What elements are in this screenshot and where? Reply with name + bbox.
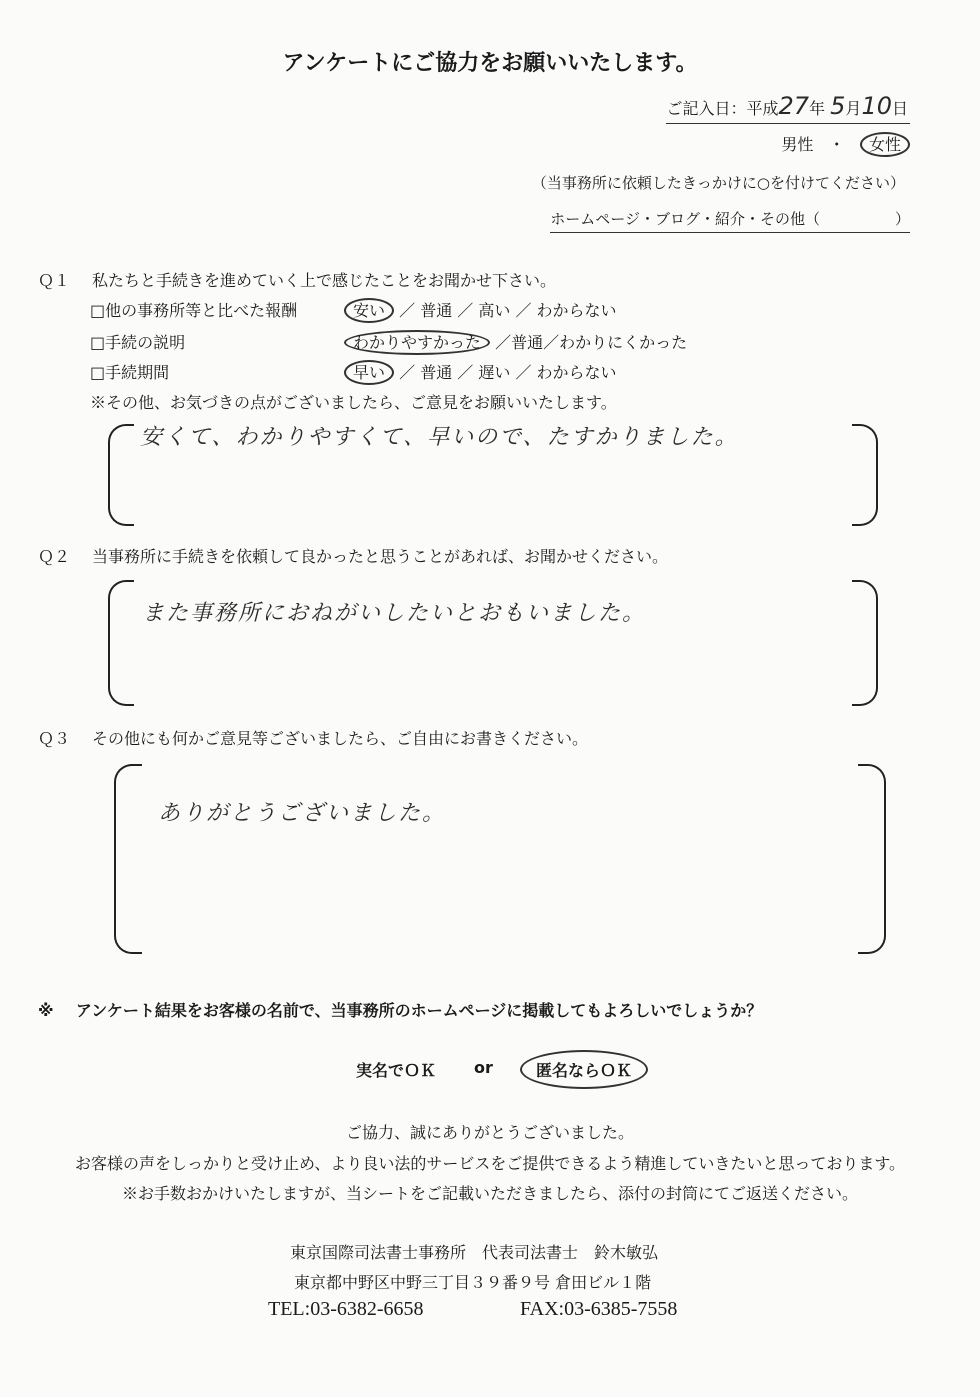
date-month: 5 [830, 92, 846, 120]
q3-number: Ｑ３ [38, 729, 71, 748]
gender-select [781, 132, 910, 155]
q1-item-fee-label: □他の事務所等と比べた報酬 [90, 301, 298, 320]
date-label: ご記入日：平成 [666, 99, 779, 118]
q2-handwritten-answer: また事務所におねがいしたいとおもいました。 [142, 601, 647, 626]
q3-bracket-right [858, 764, 886, 954]
entry-date [666, 92, 910, 124]
date-month-unit: 月 [845, 99, 862, 118]
q1-item-fee-options [344, 298, 617, 321]
closing-return-note: ※お手数おかけいたしますが、当シートをご記載いただきましたら、添付の封筒にてご返送ください。 [121, 1184, 858, 1203]
q1-fee-selected: 安い [344, 298, 394, 323]
q3-handwritten-answer: ありがとうございました。 [158, 801, 447, 826]
publish-question [38, 998, 762, 1021]
office-address: 東京都中野区中野三丁目３９番９号 倉田ビル１階 [294, 1273, 652, 1292]
office-name: 東京国際司法書士事務所 代表司法書士 鈴木敏弘 [290, 1243, 659, 1262]
q2-number: Ｑ２ [38, 547, 71, 566]
trigger-note: （当事務所に依頼したきっかけに○を付けてください） [531, 174, 905, 192]
q1-explanation-selected: わかりやすかった [344, 330, 490, 355]
q1-text: 私たちと手続きを進めていく上で感じたことをお聞かせ下さい。 [92, 271, 557, 290]
q2-bracket-left [108, 580, 134, 706]
closing-thanks: ご協力、誠にありがとうございました。 [345, 1123, 634, 1142]
gender-separator: ・ [828, 135, 845, 154]
q1-fee-other-options: ／ 普通 ／ 高い ／ わからない [399, 301, 617, 320]
q1-number: Ｑ１ [38, 271, 71, 290]
q3-bracket-left [114, 764, 142, 954]
date-year-unit: 年 [809, 99, 826, 118]
q1-item-period-options [344, 360, 617, 383]
q1-item-explanation-label: □手続の説明 [90, 333, 186, 352]
q1-bracket-right [852, 424, 878, 526]
date-day-unit: 日 [891, 99, 908, 118]
date-year: 27 [778, 92, 810, 120]
q3-text: その他にも何かご意見等ございましたら、ご自由にお書きください。 [92, 729, 589, 748]
q1-period-selected: 早い [344, 360, 394, 385]
office-fax: FAX:03-6385-7558 [520, 1298, 678, 1320]
q1-item-explanation-options [344, 330, 687, 353]
office-tel: TEL:03-6382-6658 [268, 1298, 424, 1320]
publish-mark: ※ [38, 1001, 54, 1020]
q1-bracket-left [108, 424, 134, 526]
publish-option-anonymous-circled: 匿名ならＯＫ [520, 1050, 648, 1089]
q1-explanation-other-options: ／普通／わかりにくかった [495, 333, 688, 352]
q1-other-prompt: ※その他、お気づきの点がございましたら、ご意見をお願いいたします。 [90, 393, 617, 412]
publish-or: or [474, 1058, 493, 1077]
date-day: 10 [861, 92, 892, 120]
survey-title: アンケートにご協力をお願いいたします。 [282, 51, 698, 76]
gender-female-circled: 女性 [860, 132, 910, 157]
q1-period-other-options: ／ 普通 ／ 遅い ／ わからない [399, 363, 617, 382]
q2-bracket-right [852, 580, 878, 706]
q1-item-period-label: □手続期間 [90, 363, 170, 382]
trigger-options: ホームページ・ブログ・紹介・その他（ ） [550, 208, 910, 233]
closing-message: お客様の声をしっかりと受け止め、より良い法的サービスをご提供できるよう精進していきたいと思っております。 [74, 1154, 906, 1173]
publish-option-real-name: 実名でＯＫ [356, 1061, 437, 1080]
gender-male: 男性 [781, 135, 814, 154]
q2-text: 当事務所に手続きを依頼して良かったと思うことがあれば、お聞かせください。 [92, 547, 669, 566]
publish-question-text: アンケート結果をお客様の名前で、当事務所のホームページに掲載してもよろしいでしょうか？ [75, 1001, 763, 1020]
q1-handwritten-answer: 安くて、わかりやすくて、早いので、たすかりました。 [140, 425, 739, 450]
